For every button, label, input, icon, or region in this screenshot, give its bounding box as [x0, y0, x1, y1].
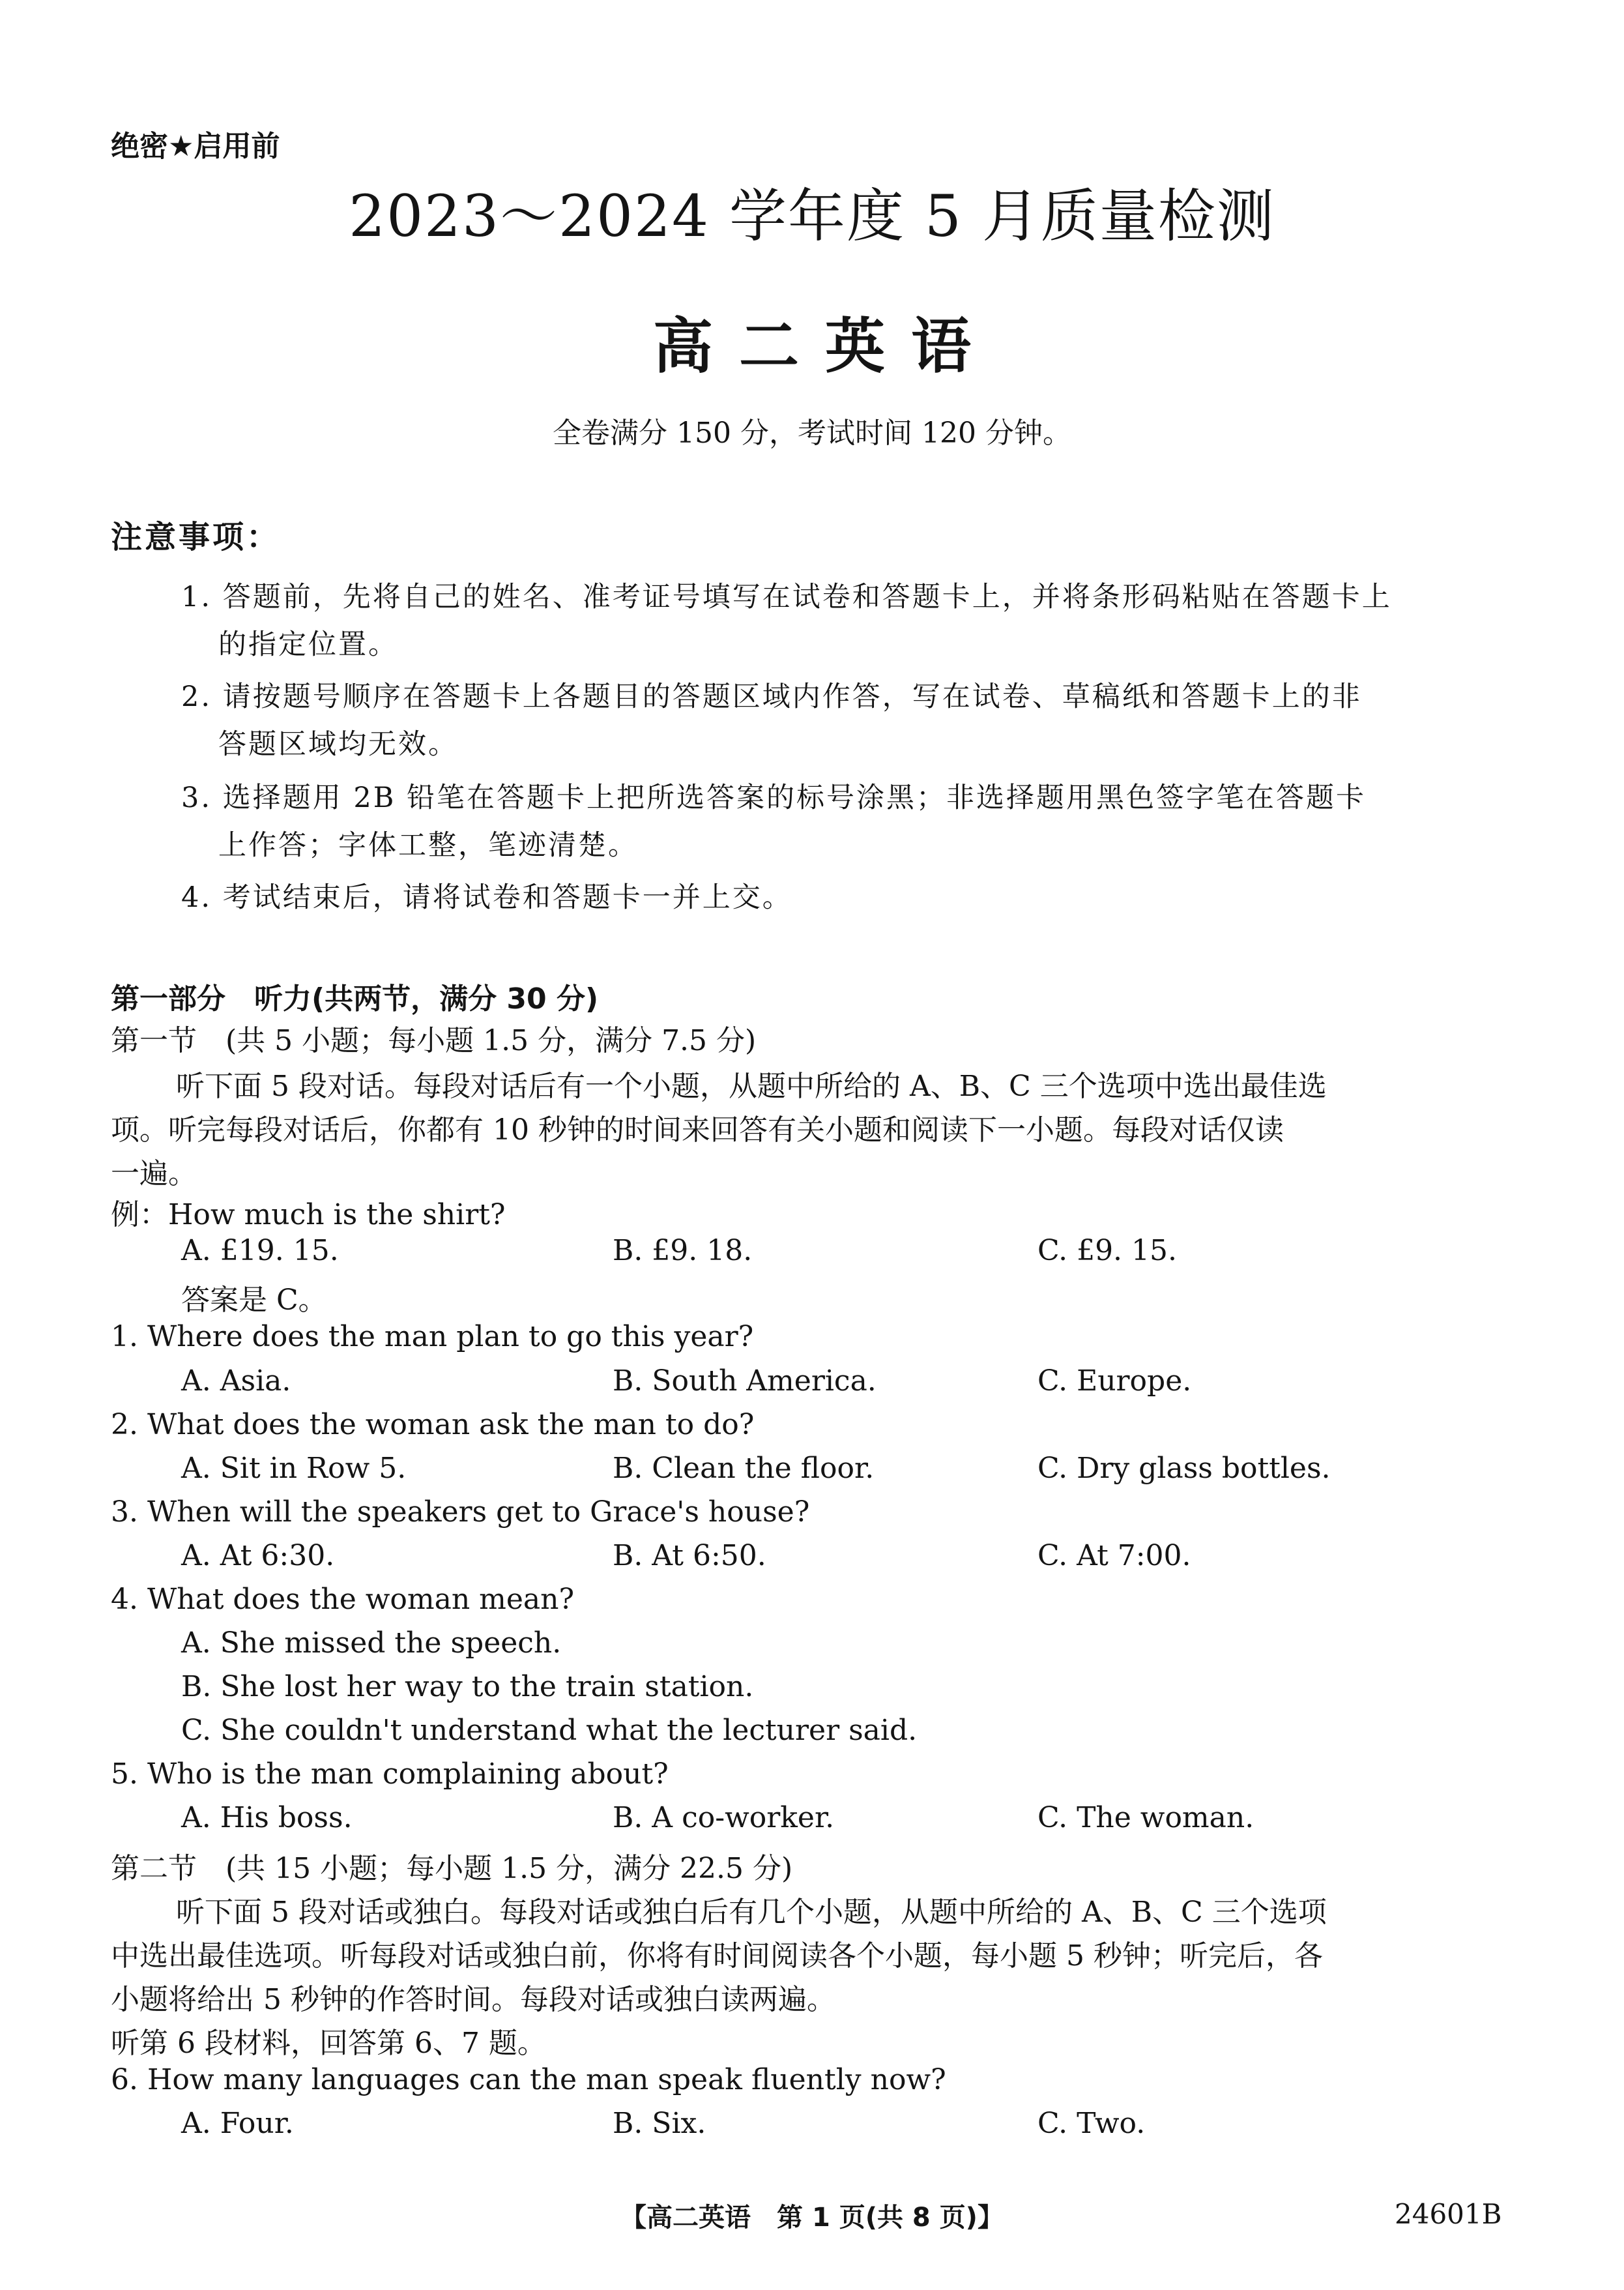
example-option-a: A. £19. 15. [181, 1234, 339, 1267]
option-a: A. Four. [181, 2107, 294, 2140]
confidential-label: 绝密★启用前 [111, 130, 280, 163]
option-a: A. At 6:30. [181, 1539, 335, 1572]
section2-instructions: 听下面 5 段对话或独白。每段对话或独白后有几个小题，从题中所给的 A、B、C 三个选项 [176, 1896, 1327, 1929]
paper-code: 24601B [1395, 2198, 1502, 2230]
subject-title: 高二英语 [652, 312, 997, 381]
question-1: 1. Where does the man plan to go this year? [111, 1320, 754, 1353]
section1-instructions: 项。听完每段对话后，你都有 10 秒钟的时间来回答有关小题和阅读下一小题。每段对话仅读 [111, 1113, 1284, 1147]
notice-item: 1. 答题前，先将自己的姓名、准考证号填写在试卷和答题卡上，并将条形码粘贴在答题卡上 [181, 581, 1392, 613]
option-a: A. His boss. [181, 1801, 353, 1834]
option-a: A. She missed the speech. [181, 1626, 562, 1660]
question-2: 2. What does the woman ask the man to do? [111, 1408, 755, 1441]
option-a: A. Asia. [181, 1364, 291, 1398]
question-6: 6. How many languages can the man speak fluently now? [111, 2063, 946, 2096]
notice-item: 的指定位置。 [218, 628, 398, 661]
section1-instructions: 一遍。 [111, 1157, 197, 1190]
section1-instructions: 听下面 5 段对话。每段对话后有一个小题，从题中所给的 A、B、C 三个选项中选出最佳选 [176, 1070, 1327, 1103]
option-c: C. She couldn't understand what the lecturer said. [181, 1714, 918, 1747]
page-footer: 【高二英语 第 1 页(共 8 页)】 [620, 2203, 1004, 2233]
exam-title: 2023～2024 学年度 5 月质量检测 [349, 183, 1275, 250]
section1-heading: 第一节 (共 5 小题；每小题 1.5 分，满分 7.5 分) [111, 1024, 757, 1057]
option-c: C. At 7:00. [1037, 1539, 1191, 1572]
option-b: B. A co-worker. [613, 1801, 835, 1834]
question-4: 4. What does the woman mean? [111, 1583, 575, 1616]
example-answer: 答案是 C。 [181, 1284, 327, 1317]
notice-item: 2. 请按题号顺序在答题卡上各题目的答题区域内作答，写在试卷、草稿纸和答题卡上的非 [181, 681, 1362, 713]
option-c: C. Two. [1037, 2107, 1146, 2140]
notice-heading: 注意事项： [111, 519, 281, 555]
question-5: 5. Who is the man complaining about? [111, 1757, 669, 1791]
notice-item: 上作答；字体工整，笔迹清楚。 [218, 829, 638, 862]
option-c: C. The woman. [1037, 1801, 1254, 1834]
section2-instructions: 小题将给出 5 秒钟的作答时间。每段对话或独白读两遍。 [111, 1983, 835, 2016]
option-c: C. Dry glass bottles. [1037, 1452, 1331, 1485]
example-option-b: B. £9. 18. [613, 1234, 753, 1267]
notice-item: 4. 考试结束后，请将试卷和答题卡一并上交。 [181, 881, 792, 914]
score-line: 全卷满分 150 分，考试时间 120 分钟。 [553, 417, 1071, 450]
option-b: B. She lost her way to the train station. [181, 1670, 754, 1703]
notice-item: 答题区域均无效。 [218, 728, 458, 761]
part1-heading: 第一部分 听力(共两节，满分 30 分) [111, 982, 599, 1016]
option-b: B. Six. [613, 2107, 706, 2140]
example-question: 例：How much is the shirt? [111, 1198, 506, 1231]
option-b: B. South America. [613, 1364, 877, 1398]
option-b: B. Clean the floor. [613, 1452, 875, 1485]
option-a: A. Sit in Row 5. [181, 1452, 407, 1485]
question-3: 3. When will the speakers get to Grace's house? [111, 1495, 810, 1529]
option-b: B. At 6:50. [613, 1539, 766, 1572]
section2-heading: 第二节 (共 15 小题；每小题 1.5 分，满分 22.5 分) [111, 1852, 793, 1885]
section2-instructions: 中选出最佳选项。听每段对话或独白前，你将有时间阅读各个小题，每小题 5 秒钟；听完后，各 [111, 1939, 1323, 1973]
material-6-label: 听第 6 段材料，回答第 6、7 题。 [111, 2027, 546, 2060]
example-option-c: C. £9. 15. [1037, 1234, 1178, 1267]
option-c: C. Europe. [1037, 1364, 1192, 1398]
notice-item: 3. 选择题用 2B 铅笔在答题卡上把所选答案的标号涂黑；非选择题用黑色签字笔在答题卡 [181, 782, 1366, 814]
